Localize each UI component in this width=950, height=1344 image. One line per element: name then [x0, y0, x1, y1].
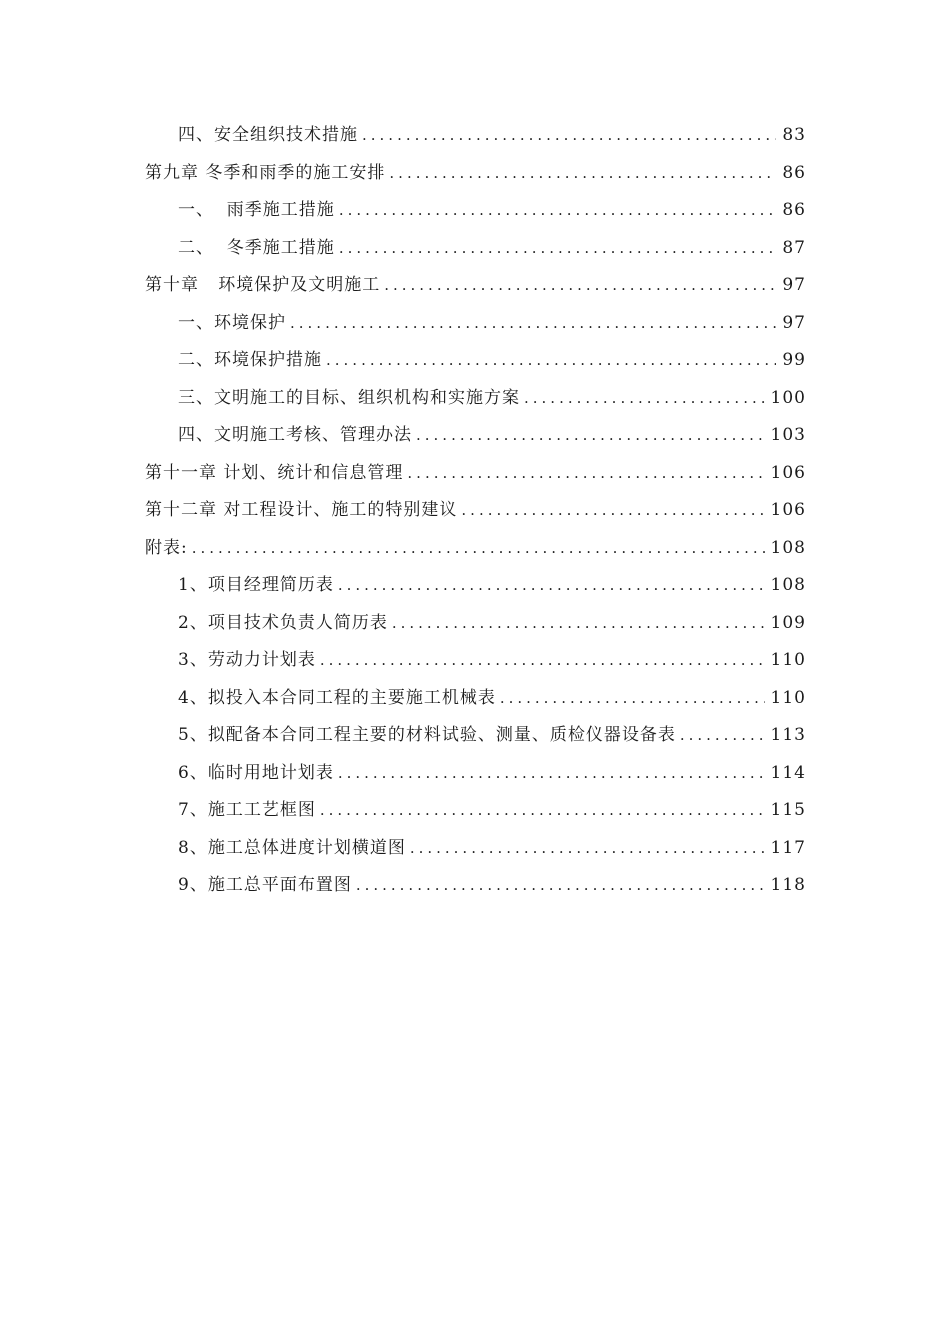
toc-entry-page: 113 [770, 725, 806, 746]
toc-entry-title: 2、项目技术负责人简历表 [178, 612, 388, 633]
toc-entry-page: 114 [770, 762, 806, 783]
toc-entry[interactable] [0, 714, 950, 752]
toc-entry-title: 二、环境保护措施 [178, 350, 322, 371]
toc-entry[interactable] [0, 452, 950, 490]
toc-dot-leader [389, 164, 776, 182]
toc-entry-page: 86 [782, 200, 806, 221]
toc-dot-leader [338, 576, 765, 594]
toc-entry-title: 一、环境保护 [178, 312, 286, 333]
toc-entry-page: 108 [770, 575, 806, 596]
toc-entry-page: 97 [782, 312, 806, 333]
toc-entry-title: 二、 冬季施工措施 [178, 237, 335, 258]
toc-entry-page: 97 [782, 275, 806, 296]
toc-dot-leader [339, 201, 777, 219]
toc-dot-leader [356, 876, 765, 894]
toc-dot-leader [192, 539, 765, 557]
toc-entry-page: 115 [770, 800, 806, 821]
toc-dot-leader [410, 839, 765, 857]
toc-dot-leader [320, 801, 765, 819]
table-of-contents [0, 114, 950, 902]
toc-entry-title: 附表: [145, 537, 188, 558]
toc-entry-title: 四、文明施工考核、管理办法 [178, 425, 412, 446]
toc-entry[interactable] [0, 114, 950, 152]
toc-entry[interactable] [0, 489, 950, 527]
toc-dot-leader [392, 614, 765, 632]
toc-entry-page: 108 [770, 537, 806, 558]
toc-dot-leader [384, 276, 776, 294]
toc-entry[interactable] [0, 639, 950, 677]
toc-entry[interactable] [0, 339, 950, 377]
toc-entry[interactable] [0, 602, 950, 640]
toc-entry-title: 3、劳动力计划表 [178, 650, 316, 671]
toc-dot-leader [524, 389, 765, 407]
toc-dot-leader [326, 351, 776, 369]
toc-entry[interactable] [0, 264, 950, 302]
toc-entry-page: 110 [770, 650, 806, 671]
toc-entry-title: 9、施工总平面布置图 [178, 875, 352, 896]
toc-entry-title: 一、 雨季施工措施 [178, 200, 335, 221]
toc-entry-page: 118 [770, 875, 806, 896]
toc-dot-leader [338, 764, 765, 782]
toc-dot-leader [461, 501, 764, 519]
toc-entry-title: 三、文明施工的目标、组织机构和实施方案 [178, 387, 520, 408]
toc-entry-title: 6、临时用地计划表 [178, 762, 334, 783]
toc-entry-page: 117 [770, 837, 806, 858]
toc-entry[interactable] [0, 377, 950, 415]
toc-entry[interactable] [0, 752, 950, 790]
toc-entry[interactable] [0, 152, 950, 190]
toc-dot-leader [416, 426, 765, 444]
toc-dot-leader [362, 126, 776, 144]
toc-dot-leader [500, 689, 765, 707]
toc-entry-title: 7、施工工艺框图 [178, 800, 316, 821]
toc-dot-leader [680, 726, 765, 744]
toc-entry[interactable] [0, 189, 950, 227]
toc-entry-page: 86 [782, 162, 806, 183]
toc-entry[interactable] [0, 864, 950, 902]
toc-entry-title: 4、拟投入本合同工程的主要施工机械表 [178, 687, 496, 708]
toc-entry-title: 第十章 环境保护及文明施工 [145, 275, 381, 296]
toc-entry-title: 5、拟配备本合同工程主要的材料试验、测量、质检仪器设备表 [178, 725, 676, 746]
toc-entry-title: 1、项目经理简历表 [178, 575, 334, 596]
toc-entry-title: 第十二章 对工程设计、施工的特别建议 [145, 500, 458, 521]
toc-entry[interactable] [0, 527, 950, 565]
toc-entry-title: 8、施工总体进度计划横道图 [178, 837, 406, 858]
toc-entry[interactable] [0, 302, 950, 340]
toc-entry-page: 106 [770, 462, 806, 483]
toc-entry-page: 106 [770, 500, 806, 521]
toc-entry[interactable] [0, 827, 950, 865]
toc-entry-page: 110 [770, 687, 806, 708]
toc-entry-page: 109 [770, 612, 806, 633]
toc-dot-leader [290, 314, 776, 332]
toc-entry[interactable] [0, 227, 950, 265]
toc-entry-page: 103 [770, 425, 806, 446]
toc-entry-page: 87 [782, 237, 806, 258]
toc-entry-page: 100 [770, 387, 806, 408]
toc-entry[interactable] [0, 414, 950, 452]
toc-entry-page: 99 [782, 350, 806, 371]
toc-entry-page: 83 [782, 125, 806, 146]
toc-dot-leader [339, 239, 777, 257]
toc-dot-leader [407, 464, 764, 482]
toc-entry[interactable] [0, 789, 950, 827]
toc-entry-title: 第十一章 计划、统计和信息管理 [145, 462, 404, 483]
toc-entry[interactable] [0, 677, 950, 715]
toc-entry[interactable] [0, 564, 950, 602]
toc-entry-title: 四、安全组织技术措施 [178, 125, 358, 146]
toc-dot-leader [320, 651, 765, 669]
toc-entry-title: 第九章 冬季和雨季的施工安排 [145, 162, 386, 183]
